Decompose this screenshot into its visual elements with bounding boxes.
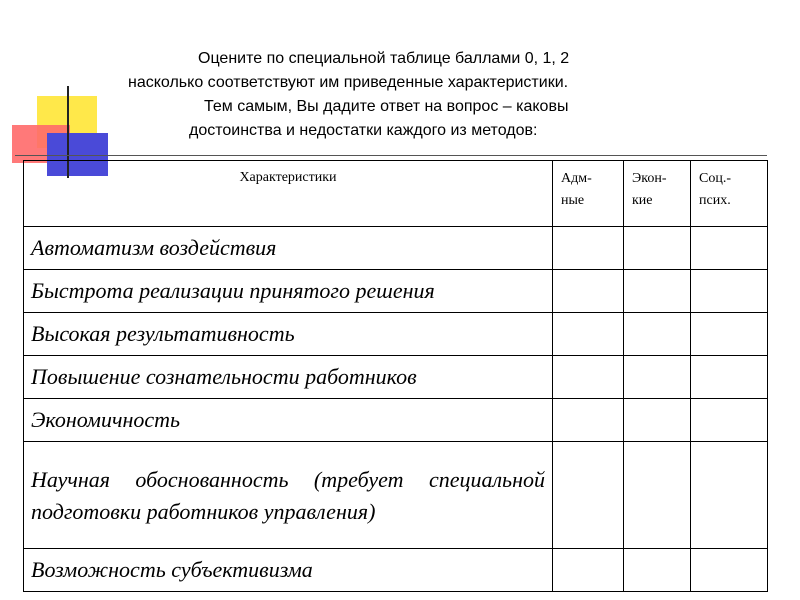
evaluation-table — [23, 160, 768, 592]
table-header-row — [24, 161, 768, 227]
heading-line-1: Оцените по специальной таблице баллами 0, 1, 2 — [198, 50, 570, 67]
header-socio-psychological-line-2: псих. — [699, 193, 731, 208]
score-cell-socio-psychological[interactable] — [691, 270, 768, 313]
evaluation-table-wrapper — [23, 160, 767, 592]
instruction-heading — [100, 47, 730, 143]
score-cell-economic[interactable] — [624, 442, 691, 549]
characteristic-cell: Научная обоснованность (требует специальной подготовки работников управления) — [24, 442, 553, 549]
heading-line-3: Тем самым, Вы дадите ответ на вопрос – каковы — [204, 98, 569, 115]
header-socio-psychological — [691, 161, 768, 227]
header-administrative-line-1: Адм- — [561, 171, 592, 186]
heading-line-4: достоинства и недостатки каждого из методов: — [189, 122, 538, 139]
score-cell-socio-psychological[interactable] — [691, 442, 768, 549]
header-economic-line-2: кие — [632, 193, 653, 208]
score-cell-economic[interactable] — [624, 227, 691, 270]
score-cell-socio-psychological[interactable] — [691, 227, 768, 270]
score-cell-administrative[interactable] — [553, 399, 624, 442]
score-cell-economic[interactable] — [624, 270, 691, 313]
header-administrative — [553, 161, 624, 227]
table-row — [24, 399, 768, 442]
score-cell-socio-psychological[interactable] — [691, 356, 768, 399]
score-cell-economic[interactable] — [624, 399, 691, 442]
characteristic-cell: Высокая результативность — [24, 313, 553, 356]
header-economic-line-1: Экон- — [632, 171, 667, 186]
table-row — [24, 549, 768, 592]
characteristic-cell: Автоматизм воздействия — [24, 227, 553, 270]
score-cell-economic[interactable] — [624, 356, 691, 399]
characteristic-cell: Экономичность — [24, 399, 553, 442]
header-characteristics: Характеристики — [24, 161, 553, 227]
table-row — [24, 270, 768, 313]
characteristic-cell: Повышение сознательности работников — [24, 356, 553, 399]
heading-line-2: насколько соответствуют им приведенные характеристики. — [128, 74, 569, 91]
score-cell-socio-psychological[interactable] — [691, 399, 768, 442]
score-cell-administrative[interactable] — [553, 356, 624, 399]
score-cell-administrative[interactable] — [553, 270, 624, 313]
score-cell-socio-psychological[interactable] — [691, 549, 768, 592]
score-cell-economic[interactable] — [624, 313, 691, 356]
score-cell-administrative[interactable] — [553, 442, 624, 549]
header-economic — [624, 161, 691, 227]
score-cell-economic[interactable] — [624, 549, 691, 592]
header-socio-psychological-line-1: Соц.- — [699, 171, 731, 186]
score-cell-administrative[interactable] — [553, 549, 624, 592]
table-row — [24, 356, 768, 399]
table-row — [24, 227, 768, 270]
score-cell-socio-psychological[interactable] — [691, 313, 768, 356]
decorative-horizontal-line — [15, 155, 767, 156]
characteristic-cell: Быстрота реализации принятого решения — [24, 270, 553, 313]
table-row — [24, 442, 768, 549]
characteristic-cell: Возможность субъективизма — [24, 549, 553, 592]
table-row — [24, 313, 768, 356]
score-cell-administrative[interactable] — [553, 313, 624, 356]
score-cell-administrative[interactable] — [553, 227, 624, 270]
header-administrative-line-2: ные — [561, 193, 585, 208]
